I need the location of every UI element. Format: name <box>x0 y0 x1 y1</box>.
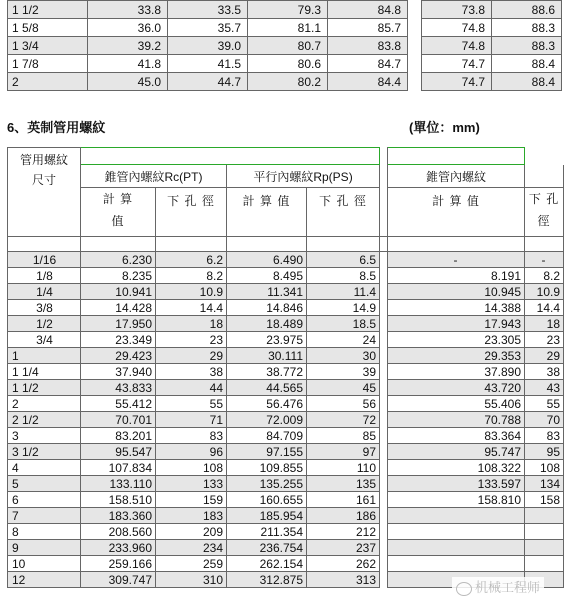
value-cell: 88.4 <box>492 73 562 91</box>
column-gap <box>380 492 388 508</box>
taper-drill-cell: 8.2 <box>525 268 564 284</box>
value-cell: 79.3 <box>248 1 328 19</box>
table-row <box>8 540 564 556</box>
rc-calc-cell: 43.833 <box>81 380 156 396</box>
rp-drill-cell: 45 <box>307 380 380 396</box>
column-gap <box>380 252 388 268</box>
rp-drill-cell: 30 <box>307 348 380 364</box>
rc-drill-cell: 108 <box>156 460 227 476</box>
size-header-line1: 管用螺紋 <box>19 153 68 167</box>
rp-drill-cell: 135 <box>307 476 380 492</box>
size-cell: 10 <box>8 556 81 572</box>
section-title: 6、英制管用螺紋 <box>7 120 106 135</box>
taper-calc-cell: 43.720 <box>388 380 525 396</box>
rc-drill-cell: 44 <box>156 380 227 396</box>
rp-drill-cell: 18.5 <box>307 316 380 332</box>
taper-drill-cell: 95 <box>525 444 564 460</box>
rp-drill-cell: 313 <box>307 572 380 588</box>
column-gap <box>380 148 388 237</box>
rp-drill-cell: 8.5 <box>307 268 380 284</box>
column-gap <box>408 1 422 19</box>
table-row <box>8 476 564 492</box>
rc-drill-cell: 96 <box>156 444 227 460</box>
value-cell: 81.1 <box>248 19 328 37</box>
taper-calc-cell: 17.943 <box>388 316 525 332</box>
size-cell: 3 <box>8 428 81 444</box>
value-cell: 33.5 <box>168 1 248 19</box>
column-gap <box>408 73 422 91</box>
value-cell: 41.5 <box>168 55 248 73</box>
value-cell: 88.3 <box>492 19 562 37</box>
rc-drill-cell: 83 <box>156 428 227 444</box>
calc-header-rc-line1: 計 算 <box>102 192 134 206</box>
rc-calc-cell: 8.235 <box>81 268 156 284</box>
rp-drill-cell: 39 <box>307 364 380 380</box>
value-cell: 88.6 <box>492 1 562 19</box>
rc-calc-cell: 233.960 <box>81 540 156 556</box>
rp-calc-cell: 97.155 <box>227 444 307 460</box>
taper-drill-cell <box>525 524 564 540</box>
rc-calc-cell: 17.950 <box>81 316 156 332</box>
rc-calc-cell: 183.360 <box>81 508 156 524</box>
size-cell: 1 7/8 <box>8 55 88 73</box>
value-cell: 88.4 <box>492 55 562 73</box>
table-row <box>8 300 564 316</box>
size-cell: 1/16 <box>8 252 81 268</box>
rc-calc-cell: 133.110 <box>81 476 156 492</box>
column-gap <box>380 268 388 284</box>
rc-drill-cell: 6.2 <box>156 252 227 268</box>
spacer-cell <box>227 237 307 252</box>
unit-label: (單位：mm) <box>409 120 480 135</box>
rp-drill-cell: 56 <box>307 396 380 412</box>
value-cell: 74.8 <box>422 19 492 37</box>
size-cell: 2 <box>8 73 88 91</box>
rc-calc-cell: 107.834 <box>81 460 156 476</box>
spacer-row <box>8 237 564 252</box>
taper-drill-cell: 10.9 <box>525 284 564 300</box>
table-row <box>8 492 564 508</box>
rp-drill-cell: 186 <box>307 508 380 524</box>
rp-drill-cell: 24 <box>307 332 380 348</box>
rc-drill-cell: 55 <box>156 396 227 412</box>
rc-drill-cell: 209 <box>156 524 227 540</box>
taper-calc-cell: 95.747 <box>388 444 525 460</box>
rc-calc-cell: 23.349 <box>81 332 156 348</box>
rp-drill-cell: 212 <box>307 524 380 540</box>
rp-drill-cell: 6.5 <box>307 252 380 268</box>
calc-header-rc <box>81 188 156 237</box>
column-gap <box>380 540 388 556</box>
value-cell: 73.8 <box>422 1 492 19</box>
size-header-line2: 尺寸 <box>31 173 56 187</box>
calc-header-rc-line2: 值 <box>111 214 125 228</box>
table-row <box>8 284 564 300</box>
header-row-columns <box>8 188 564 237</box>
size-cell: 2 <box>8 396 81 412</box>
size-cell: 1 3/4 <box>8 37 88 55</box>
size-cell: 1 1/4 <box>8 364 81 380</box>
rp-drill-cell: 85 <box>307 428 380 444</box>
rc-drill-cell: 310 <box>156 572 227 588</box>
column-gap <box>380 300 388 316</box>
rc-calc-cell: 83.201 <box>81 428 156 444</box>
taper-drill-cell: 18 <box>525 316 564 332</box>
rc-drill-cell: 29 <box>156 348 227 364</box>
taper-drill-cell: 70 <box>525 412 564 428</box>
taper-calc-cell: 83.364 <box>388 428 525 444</box>
taper-drill-cell: 14.4 <box>525 300 564 316</box>
upper-table-row <box>8 1 562 19</box>
upper-table <box>7 0 562 91</box>
column-gap <box>380 524 388 540</box>
value-cell: 84.7 <box>328 55 408 73</box>
taper-calc-cell: 8.191 <box>388 268 525 284</box>
rp-calc-cell: 44.565 <box>227 380 307 396</box>
size-cell: 1 <box>8 348 81 364</box>
taper-calc-cell: 29.353 <box>388 348 525 364</box>
jis-b0203-header: JIS B 0203 <box>81 148 380 165</box>
header-empty <box>525 148 564 165</box>
rc-calc-cell: 29.423 <box>81 348 156 364</box>
table-row <box>8 364 564 380</box>
rp-calc-cell: 8.495 <box>227 268 307 284</box>
taper-calc-cell: 133.597 <box>388 476 525 492</box>
column-gap <box>380 444 388 460</box>
column-gap <box>380 396 388 412</box>
value-cell: 39.0 <box>168 37 248 55</box>
taper-calc-cell: 55.406 <box>388 396 525 412</box>
rc-drill-cell: 38 <box>156 364 227 380</box>
column-gap <box>380 508 388 524</box>
rp-calc-cell: 11.341 <box>227 284 307 300</box>
taper-calc-cell: - <box>388 252 525 268</box>
watermark <box>452 577 544 596</box>
column-gap <box>380 556 388 572</box>
spacer-cell <box>380 237 388 252</box>
taper-drill-cell: 83 <box>525 428 564 444</box>
column-gap <box>408 37 422 55</box>
spacer-cell <box>8 237 81 252</box>
drill-header-taper-line2: 徑 <box>537 214 551 228</box>
size-cell: 1/8 <box>8 268 81 284</box>
upper-table-row <box>8 19 562 37</box>
rc-header: 錐管內螺紋Rc(PT) <box>81 165 227 188</box>
spacer-cell <box>525 237 564 252</box>
header-row-standard <box>8 148 564 165</box>
table-row <box>8 396 564 412</box>
size-cell: 7 <box>8 508 81 524</box>
value-cell: 74.7 <box>422 73 492 91</box>
taper-drill-cell: 43 <box>525 380 564 396</box>
rc-drill-cell: 133 <box>156 476 227 492</box>
rc-drill-cell: 183 <box>156 508 227 524</box>
section-header <box>7 115 563 147</box>
size-cell: 3/4 <box>8 332 81 348</box>
taper-drill-cell: 55 <box>525 396 564 412</box>
rp-calc-cell: 211.354 <box>227 524 307 540</box>
rc-drill-cell: 234 <box>156 540 227 556</box>
table-row <box>8 252 564 268</box>
rp-drill-cell: 237 <box>307 540 380 556</box>
size-cell: 2 1/2 <box>8 412 81 428</box>
value-cell: 85.7 <box>328 19 408 37</box>
value-cell: 35.7 <box>168 19 248 37</box>
table-row <box>8 348 564 364</box>
rp-calc-cell: 6.490 <box>227 252 307 268</box>
spacer-cell <box>307 237 380 252</box>
rp-calc-cell: 14.846 <box>227 300 307 316</box>
value-cell: 80.2 <box>248 73 328 91</box>
rp-calc-cell: 236.754 <box>227 540 307 556</box>
rc-calc-cell: 55.412 <box>81 396 156 412</box>
value-cell: 80.7 <box>248 37 328 55</box>
rp-calc-cell: 18.489 <box>227 316 307 332</box>
size-cell: 1/2 <box>8 316 81 332</box>
column-gap <box>380 284 388 300</box>
pipe-thread-table <box>7 147 564 588</box>
taper-calc-cell <box>388 524 525 540</box>
rc-drill-cell: 18 <box>156 316 227 332</box>
rp-drill-cell: 97 <box>307 444 380 460</box>
value-cell: 80.6 <box>248 55 328 73</box>
column-gap <box>380 380 388 396</box>
rc-calc-cell: 259.166 <box>81 556 156 572</box>
taper-drill-cell <box>525 556 564 572</box>
taper-drill-cell: - <box>525 252 564 268</box>
taper-calc-cell: 37.890 <box>388 364 525 380</box>
rp-calc-cell: 72.009 <box>227 412 307 428</box>
taper-drill-cell: 158 <box>525 492 564 508</box>
pipe-thread-table-body <box>8 148 564 588</box>
drill-header-taper <box>525 188 564 237</box>
value-cell: 74.8 <box>422 37 492 55</box>
taper-calc-cell: 158.810 <box>388 492 525 508</box>
rc-calc-cell: 70.701 <box>81 412 156 428</box>
rp-calc-cell: 312.875 <box>227 572 307 588</box>
taper-drill-cell: 134 <box>525 476 564 492</box>
column-gap <box>380 572 388 588</box>
upper-table-row <box>8 55 562 73</box>
column-gap <box>380 348 388 364</box>
table-row <box>8 412 564 428</box>
value-cell: 36.0 <box>88 19 168 37</box>
calc-header-taper: 計 算 值 <box>388 188 525 237</box>
taper-header: 錐管內螺紋 <box>388 165 525 188</box>
rp-calc-cell: 109.855 <box>227 460 307 476</box>
drill-header-rc: 下 孔 徑 <box>156 188 227 237</box>
size-header <box>8 148 81 237</box>
rc-drill-cell: 14.4 <box>156 300 227 316</box>
size-cell: 3 1/2 <box>8 444 81 460</box>
table-row <box>8 316 564 332</box>
taper-calc-cell: 70.788 <box>388 412 525 428</box>
rc-calc-cell: 14.428 <box>81 300 156 316</box>
table-row <box>8 380 564 396</box>
rp-calc-cell: 262.154 <box>227 556 307 572</box>
upper-table-row <box>8 37 562 55</box>
spacer-cell <box>388 237 525 252</box>
size-cell: 8 <box>8 524 81 540</box>
taper-calc-cell <box>388 556 525 572</box>
taper-drill-cell: 38 <box>525 364 564 380</box>
rp-calc-cell: 38.772 <box>227 364 307 380</box>
upper-table-row <box>8 73 562 91</box>
size-cell: 1 5/8 <box>8 19 88 37</box>
value-cell: 83.8 <box>328 37 408 55</box>
rp-drill-cell: 11.4 <box>307 284 380 300</box>
value-cell: 39.2 <box>88 37 168 55</box>
table-row <box>8 268 564 284</box>
table-row <box>8 524 564 540</box>
rp-calc-cell: 160.655 <box>227 492 307 508</box>
column-gap <box>380 460 388 476</box>
size-cell: 1/4 <box>8 284 81 300</box>
table-row <box>8 556 564 572</box>
table-row <box>8 444 564 460</box>
column-gap <box>380 316 388 332</box>
taper-calc-cell <box>388 508 525 524</box>
rc-calc-cell: 158.510 <box>81 492 156 508</box>
page <box>7 0 563 588</box>
value-cell: 84.8 <box>328 1 408 19</box>
watermark-text: 机械工程师 <box>475 580 541 595</box>
rc-calc-cell: 309.747 <box>81 572 156 588</box>
column-gap <box>380 476 388 492</box>
jis-b2301-header: JIS B 2301 <box>388 148 525 165</box>
rp-drill-cell: 262 <box>307 556 380 572</box>
column-gap <box>380 412 388 428</box>
column-gap <box>408 55 422 73</box>
column-gap <box>408 19 422 37</box>
taper-drill-cell <box>525 540 564 556</box>
taper-drill-cell: 29 <box>525 348 564 364</box>
rc-calc-cell: 208.560 <box>81 524 156 540</box>
drill-header-rp: 下 孔 徑 <box>307 188 380 237</box>
size-cell: 1 1/2 <box>8 380 81 396</box>
upper-table-body <box>8 1 562 91</box>
header-row-thread-type <box>8 165 564 188</box>
size-cell: 3/8 <box>8 300 81 316</box>
rp-drill-cell: 110 <box>307 460 380 476</box>
wechat-icon <box>456 582 472 596</box>
value-cell: 41.8 <box>88 55 168 73</box>
value-cell: 44.7 <box>168 73 248 91</box>
spacer-cell <box>156 237 227 252</box>
rc-drill-cell: 259 <box>156 556 227 572</box>
value-cell: 33.8 <box>88 1 168 19</box>
table-row <box>8 508 564 524</box>
rp-calc-cell: 30.111 <box>227 348 307 364</box>
column-gap <box>380 428 388 444</box>
rp-calc-cell: 185.954 <box>227 508 307 524</box>
rc-calc-cell: 10.941 <box>81 284 156 300</box>
rc-calc-cell: 6.230 <box>81 252 156 268</box>
taper-calc-cell: 23.305 <box>388 332 525 348</box>
calc-header-rp: 計 算 值 <box>227 188 307 237</box>
taper-calc-cell: 14.388 <box>388 300 525 316</box>
taper-calc-cell <box>388 540 525 556</box>
taper-drill-cell: 108 <box>525 460 564 476</box>
value-cell: 74.7 <box>422 55 492 73</box>
size-cell: 12 <box>8 572 81 588</box>
size-cell: 1 1/2 <box>8 1 88 19</box>
size-cell: 4 <box>8 460 81 476</box>
rp-calc-cell: 84.709 <box>227 428 307 444</box>
column-gap <box>380 364 388 380</box>
rp-drill-cell: 72 <box>307 412 380 428</box>
drill-header-taper-line1: 下 孔 <box>528 192 560 206</box>
rc-drill-cell: 159 <box>156 492 227 508</box>
rp-calc-cell: 23.975 <box>227 332 307 348</box>
size-cell: 6 <box>8 492 81 508</box>
value-cell: 84.4 <box>328 73 408 91</box>
table-row <box>8 332 564 348</box>
rc-drill-cell: 71 <box>156 412 227 428</box>
rp-calc-cell: 56.476 <box>227 396 307 412</box>
column-gap <box>380 332 388 348</box>
rc-drill-cell: 8.2 <box>156 268 227 284</box>
rc-drill-cell: 10.9 <box>156 284 227 300</box>
size-cell: 5 <box>8 476 81 492</box>
rp-header: 平行內螺紋Rp(PS) <box>227 165 380 188</box>
rp-calc-cell: 135.255 <box>227 476 307 492</box>
taper-drill-cell <box>525 508 564 524</box>
rc-drill-cell: 23 <box>156 332 227 348</box>
value-cell: 88.3 <box>492 37 562 55</box>
rc-calc-cell: 95.547 <box>81 444 156 460</box>
table-row <box>8 460 564 476</box>
header-empty-2 <box>525 165 564 188</box>
table-row <box>8 428 564 444</box>
value-cell: 45.0 <box>88 73 168 91</box>
taper-calc-cell: 108.322 <box>388 460 525 476</box>
rp-drill-cell: 14.9 <box>307 300 380 316</box>
taper-calc-cell: 10.945 <box>388 284 525 300</box>
rp-drill-cell: 161 <box>307 492 380 508</box>
taper-drill-cell: 23 <box>525 332 564 348</box>
spacer-cell <box>81 237 156 252</box>
rc-calc-cell: 37.940 <box>81 364 156 380</box>
size-cell: 9 <box>8 540 81 556</box>
